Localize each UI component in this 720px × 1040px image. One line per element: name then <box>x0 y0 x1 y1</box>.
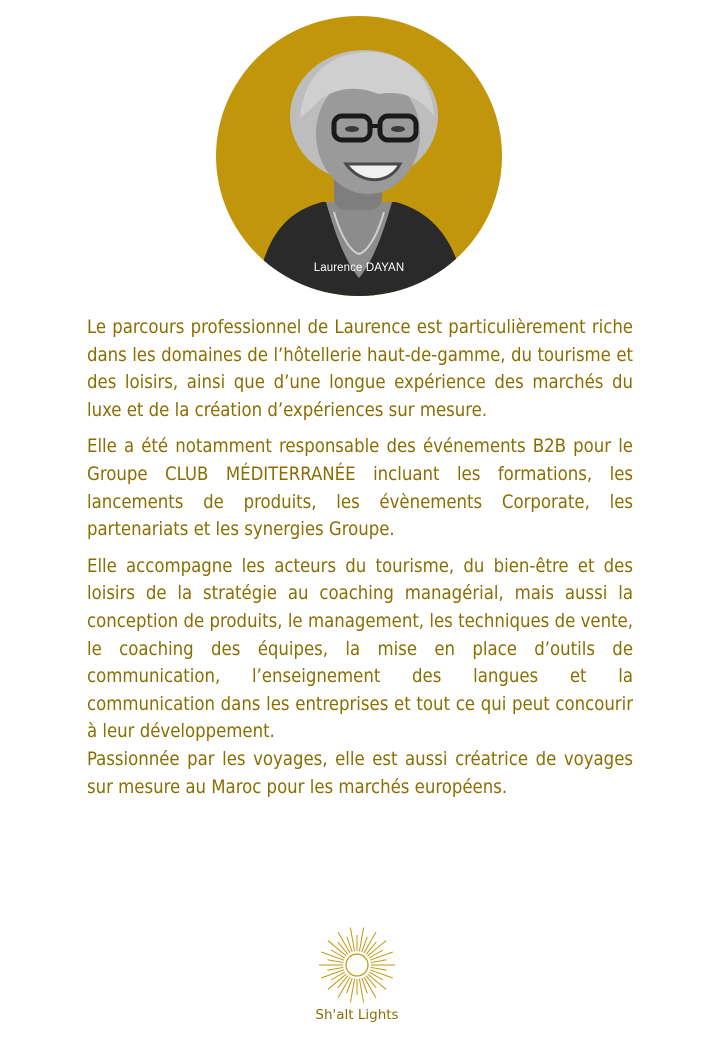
bio-text <box>87 314 633 801</box>
bio-paragraph-4: Passionnée par les voyages, elle est aussi créatrice de voyages sur mesure au Maroc pour les marchés européens. <box>87 748 633 798</box>
profile-name: Laurence DAYAN <box>313 262 405 274</box>
profile-portrait <box>216 16 502 296</box>
bio-paragraph-1: Le parcours professionnel de Laurence est particulièrement riche dans les domaines de l’hôtellerie haut-de-gamme, du tourisme et des loisirs, ainsi que d’une longue expérience des marchés du luxe et de la création d’expériences sur mesure. <box>87 317 633 421</box>
portrait-photo <box>216 16 502 296</box>
sun-logo-icon <box>312 924 402 1006</box>
bio-paragraph-2: Elle a été notamment responsable des événements B2B pour le Groupe CLUB MÉDITERRANÉE incluant les formations, les lancements de produits, les évènements Corporate, les partenariats et les synergies Groupe. <box>87 436 633 541</box>
bio-paragraph-3: Elle accompagne les acteurs du tourisme, du bien-être et des loisirs de la stratégie au coaching managérial, mais aussi la conception de produits, le management, les techniques de vente, le coaching des équipes, la mise en place d’outils de communication, l’enseignement des langues et la communication dans les entreprises et tout ce qui peut concourir à leur développement. <box>87 555 633 743</box>
brand-name: Sh'alt Lights <box>315 1007 399 1023</box>
